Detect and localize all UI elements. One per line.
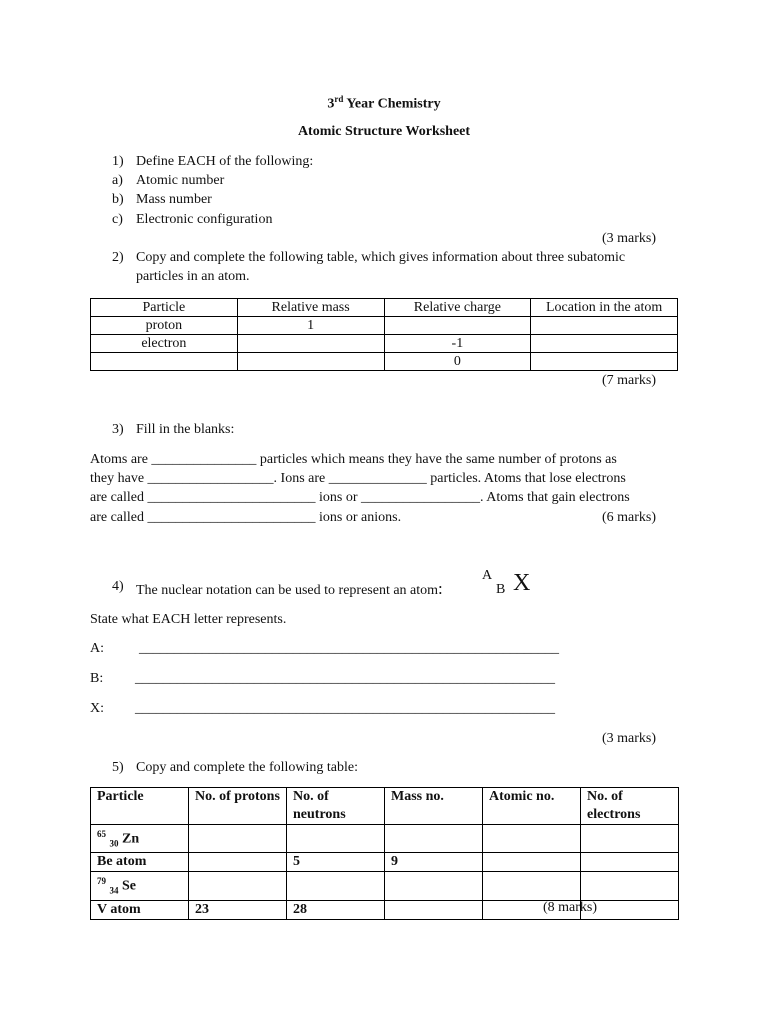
q4-colon: : <box>438 579 443 598</box>
q3-line-1: Atoms are _______________ particles which means they have the same number of protons as <box>90 452 617 467</box>
table-cell: 9 <box>385 853 483 872</box>
table-cell: 28 <box>287 900 385 919</box>
table-cell <box>237 353 384 371</box>
table-cell: 0 <box>384 353 531 371</box>
q3-text: Fill in the blanks: <box>136 422 235 437</box>
table-cell <box>581 872 679 900</box>
header-atomic-no: Atomic no. <box>483 788 581 825</box>
q1-item-b-label: b) <box>112 192 124 207</box>
header-relative-charge: Relative charge <box>384 299 531 317</box>
header-mass-no: Mass no. <box>385 788 483 825</box>
table-cell <box>531 317 678 335</box>
header-protons: No. of protons <box>189 788 287 825</box>
q2-text-line2: particles in an atom. <box>136 269 250 284</box>
table-cell: electron <box>91 335 238 353</box>
zinc-mass: 65 <box>97 829 106 839</box>
zinc-symbol: Zn <box>122 831 140 847</box>
q1-item-a-text: Atomic number <box>136 173 225 188</box>
table-cell: proton <box>91 317 238 335</box>
q4-label-a: A: <box>90 641 104 656</box>
q1-text: Define EACH of the following: <box>136 154 314 169</box>
q1-marks: (3 marks) <box>601 231 656 246</box>
table-cell <box>483 825 581 853</box>
q4-number: 4) <box>112 579 124 594</box>
q4-blank-b: ____________________________________________________________ <box>135 671 555 686</box>
table-cell <box>287 825 385 853</box>
table-row <box>91 353 678 371</box>
table-cell: 1 <box>237 317 384 335</box>
worksheet-title: Atomic Structure Worksheet <box>297 124 471 139</box>
q4-blank-x: ____________________________________________________________ <box>135 701 555 716</box>
table-cell <box>287 872 385 900</box>
selenium-notation <box>91 872 189 900</box>
header-neutrons: No. of neutrons <box>287 788 385 825</box>
table-cell <box>385 872 483 900</box>
table-cell: V atom <box>91 900 189 919</box>
q1-item-c-text: Electronic configuration <box>136 212 273 227</box>
table-cell <box>384 317 531 335</box>
table-row <box>91 872 679 900</box>
header-relative-mass: Relative mass <box>237 299 384 317</box>
header-particle: Particle <box>91 299 238 317</box>
q5-number: 5) <box>112 760 124 775</box>
table-row <box>91 853 679 872</box>
notation-mass-letter: A <box>482 568 493 583</box>
table-cell <box>385 825 483 853</box>
table-cell: Be atom <box>91 853 189 872</box>
q1-number: 1) <box>112 154 124 169</box>
table-cell <box>483 853 581 872</box>
table-header-row <box>91 788 679 825</box>
q2-text-line1: Copy and complete the following table, which gives information about three subatomic <box>136 250 626 265</box>
q1-item-a-label: a) <box>112 173 123 188</box>
q1-item-b-text: Mass number <box>136 192 212 207</box>
q3-line-3: are called ________________________ ions or _________________. Atoms that gain electrons <box>90 490 630 505</box>
q3-number: 3) <box>112 422 124 437</box>
q4-label-b: B: <box>90 671 104 686</box>
q4-state-text: State what EACH letter represents. <box>90 612 287 627</box>
table-cell: 23 <box>189 900 287 919</box>
table-row <box>91 825 679 853</box>
table-cell: -1 <box>384 335 531 353</box>
table-header-row <box>91 299 678 317</box>
table-cell <box>483 872 581 900</box>
year-number: 3 <box>327 96 335 112</box>
table-cell <box>189 853 287 872</box>
table-cell <box>531 353 678 371</box>
subatomic-particles-table <box>90 298 678 371</box>
selenium-atomic: 34 <box>109 885 119 896</box>
table-cell <box>91 353 238 371</box>
header-location: Location in the atom <box>531 299 678 317</box>
table-cell <box>581 825 679 853</box>
selenium-symbol: Se <box>122 879 136 895</box>
q4-text-main: The nuclear notation can be used to represent an atom <box>136 583 439 598</box>
table-row <box>91 335 678 353</box>
table-row <box>91 317 678 335</box>
table-cell <box>237 335 384 353</box>
table-cell <box>189 872 287 900</box>
q3-marks: (6 marks) <box>601 510 656 525</box>
header-electrons: No. of electrons <box>581 788 679 825</box>
q4-marks: (3 marks) <box>601 731 656 746</box>
year-subject: Year Chemistry <box>343 96 441 112</box>
q2-marks: (7 marks) <box>601 373 656 388</box>
table-cell <box>531 335 678 353</box>
q4-blank-a: ____________________________________________________________ <box>139 641 559 656</box>
notation-atomic-letter: B <box>496 582 506 597</box>
q4-label-x: X: <box>90 701 104 716</box>
zinc-notation <box>91 825 189 853</box>
table-cell: 5 <box>287 853 385 872</box>
table-cell <box>385 900 483 919</box>
q4-text <box>136 579 443 599</box>
table-cell <box>189 825 287 853</box>
header-particle: Particle <box>91 788 189 825</box>
selenium-mass: 79 <box>97 876 106 887</box>
year-suffix: rd <box>334 94 344 104</box>
q3-line-2: they have __________________. Ions are ______________ particles. Atoms that lose electrons <box>90 471 626 486</box>
q5-marks: (8 marks) <box>543 900 598 915</box>
notation-symbol: X <box>513 570 531 596</box>
q5-text: Copy and complete the following table: <box>136 760 359 775</box>
q1-item-c-label: c) <box>112 212 123 227</box>
worksheet-year-heading <box>0 94 768 113</box>
q3-line-4: are called ________________________ ions or anions. <box>90 510 402 525</box>
zinc-atomic: 30 <box>109 838 119 849</box>
q2-number: 2) <box>112 250 124 265</box>
table-cell <box>581 853 679 872</box>
